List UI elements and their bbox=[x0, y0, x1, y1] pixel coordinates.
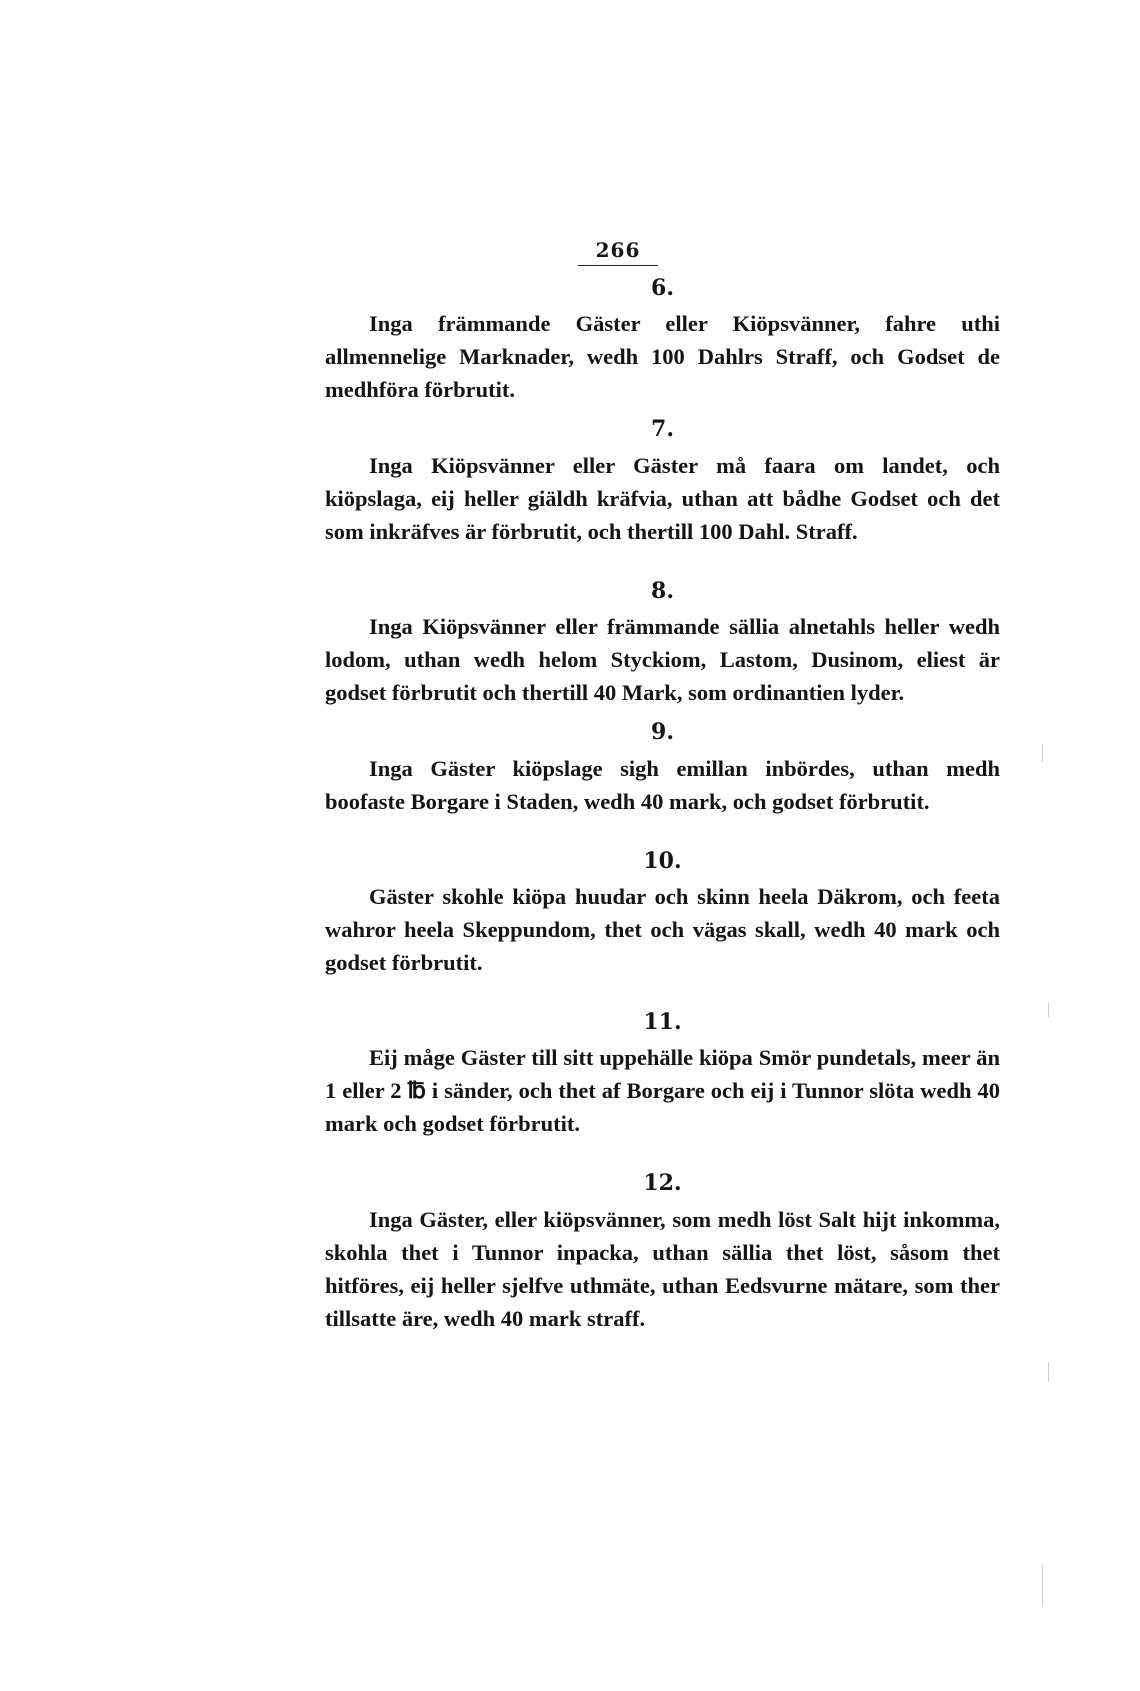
section-text: Inga Gäster, eller kiöpsvänner, som medh löst Salt hijt inkomma, skohla thet i Tunnor inpacka, uthan sällia thet löst, såsom thet hitföres, eij heller sjelfve uthmäte, uthan Eedsvurne mätare, som ther tillsatte äre, wedh 40 mark straff. bbox=[325, 1206, 1000, 1331]
section-number: 7. bbox=[651, 416, 674, 443]
page-header bbox=[0, 238, 1140, 266]
section-text: Gäster skohle kiöpa huudar och skinn heela Däkrom, och feeta wahror heela Skeppundom, thet och vägas skall, wedh 40 mark och godset förbrutit. bbox=[325, 883, 1000, 975]
section-text: Inga Kiöpsvänner eller Gäster må faara om landet, och kiöpslaga, eij heller giäldh kräfvia, uthan att bådhe Godset och det som inkräfves är förbrutit, och thertill 100 Dahl. Straff. bbox=[325, 452, 1000, 544]
section-6 bbox=[325, 275, 1000, 406]
section-number: 9. bbox=[651, 719, 674, 746]
section-text: Eij måge Gäster till sitt uppehälle kiöpa Smör pundetals, meer än 1 eller 2 ℔ i sänder, och thet af Borgare och eij i Tunnor slöta wedh 40 mark och godset förbrutit. bbox=[325, 1045, 1000, 1137]
scan-edge-mark bbox=[1048, 1003, 1049, 1017]
scan-edge-mark bbox=[1042, 744, 1043, 762]
section-text: Inga Gäster kiöpslage sigh emillan inbördes, uthan medh boofaste Borgare i Staden, wedh 40 mark, och godset förbrutit. bbox=[325, 755, 1000, 814]
section-text: Inga Kiöpsvänner eller främmande sällia alnetahls heller wedh lodom, uthan wedh helom Styckiom, Lastom, Dusinom, eliest är godset förbrutit och thertill 40 Mark, som ordinantien lyder. bbox=[325, 614, 1000, 706]
section-number: 8. bbox=[651, 577, 674, 604]
section-11 bbox=[325, 1009, 1000, 1140]
section-12 bbox=[325, 1170, 1000, 1334]
main-text bbox=[325, 275, 1000, 1335]
scan-edge-mark bbox=[1042, 1565, 1043, 1605]
section-number: 12. bbox=[643, 1170, 682, 1197]
section-number: 10. bbox=[643, 847, 682, 874]
scan-edge-mark bbox=[1048, 1362, 1049, 1382]
section-text: Inga främmande Gäster eller Kiöpsvänner, fahre uthi allmennelige Marknader, wedh 100 Dahlrs Straff, och Godset de medhföra förbrutit. bbox=[325, 311, 1000, 403]
page-number: 266 bbox=[578, 238, 659, 266]
section-9 bbox=[325, 719, 1000, 817]
section-10 bbox=[325, 848, 1000, 979]
section-number: 6. bbox=[651, 275, 674, 301]
section-number: 11. bbox=[643, 1008, 682, 1035]
section-7 bbox=[325, 416, 1000, 547]
section-8 bbox=[325, 578, 1000, 709]
